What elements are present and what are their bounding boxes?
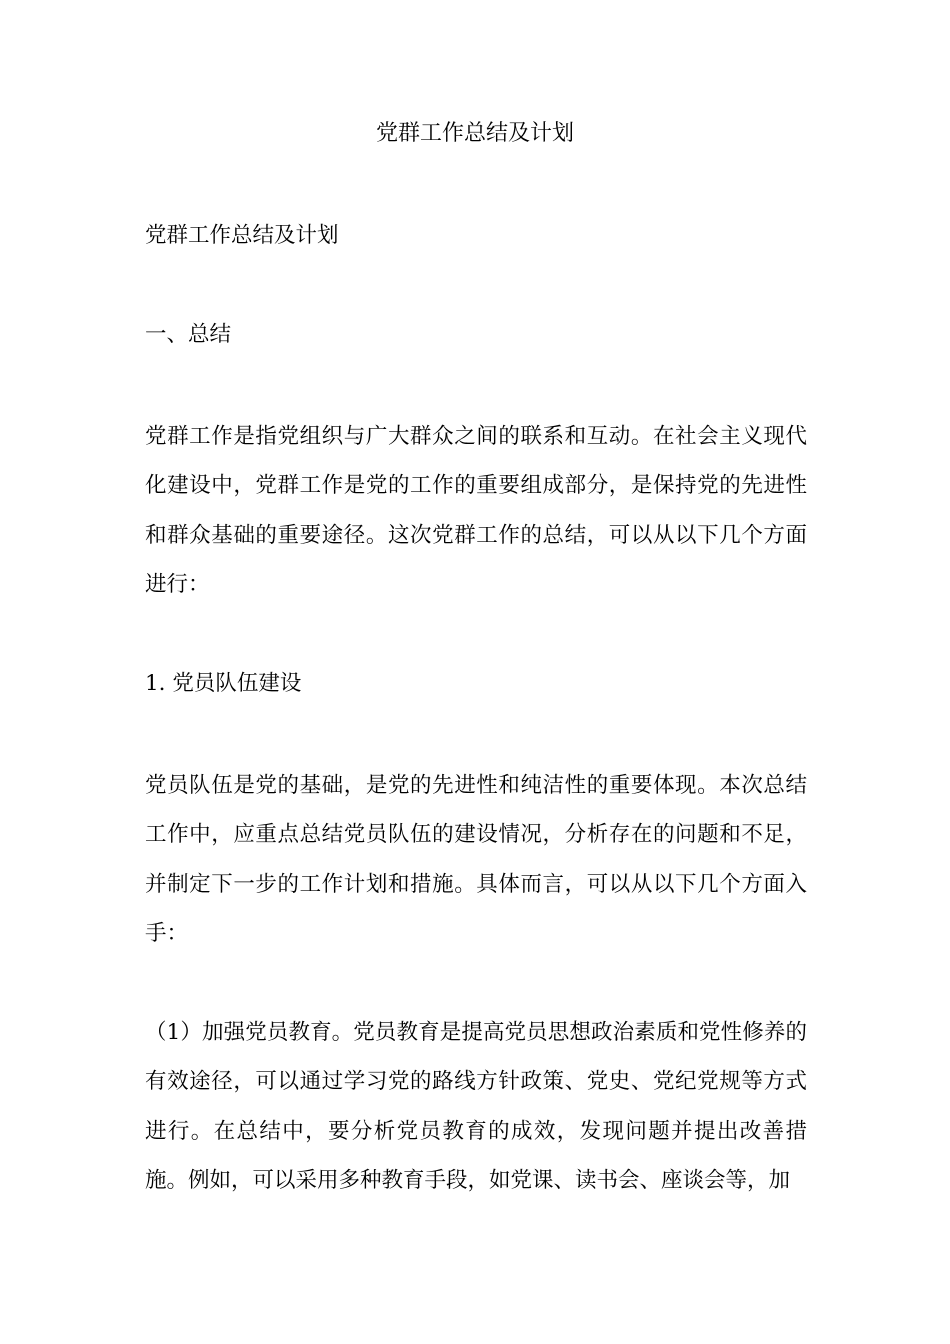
item-heading: 1. 党员队伍建设 <box>145 671 302 696</box>
section-heading: 一、总结 <box>145 322 232 347</box>
document-title: 党群工作总结及计划 <box>375 121 574 146</box>
body-paragraph: 党员队伍是党的基础，是党的先进性和纯洁性的重要体现。本次总结工作中，应重点总结党员队伍的建设情况，分析存在的问题和不足，并制定下一步的工作计划和措施。具体而言，可以从以下几个方面入手： <box>145 773 807 946</box>
document-subtitle: 党群工作总结及计划 <box>145 223 339 248</box>
sub-item-paragraph: （1）加强党员教育。党员教育是提高党员思想政治素质和党性修养的有效途径，可以通过学习党的路线方针政策、党史、党纪党规等方式进行。在总结中，要分析党员教育的成效，发现问题并提出改善措施。例如，可以采用多种教育手段，如党课、读书会、座谈会等，加 <box>145 1020 807 1193</box>
intro-paragraph: 党群工作是指党组织与广大群众之间的联系和互动。在社会主义现代化建设中，党群工作是党的工作的重要组成部分，是保持党的先进性和群众基础的重要途径。这次党群工作的总结，可以从以下几个方面进行： <box>145 424 807 597</box>
